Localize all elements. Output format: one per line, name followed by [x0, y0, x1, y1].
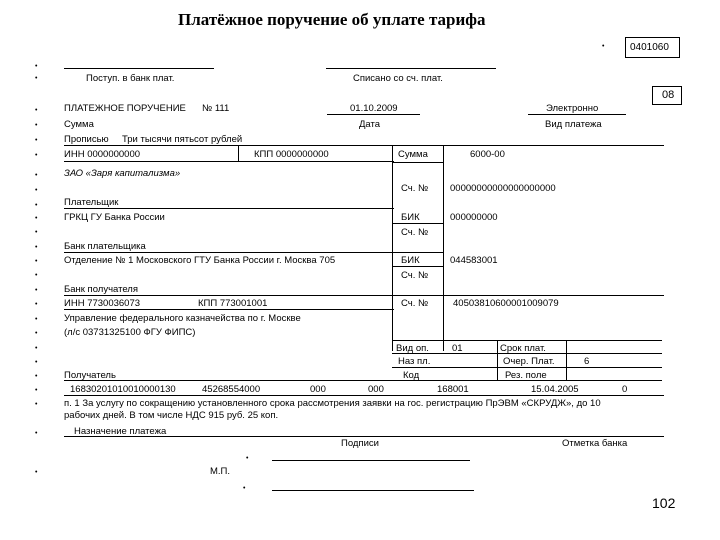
payer-corr-label: Сч. № [401, 227, 429, 238]
bullet: • [243, 485, 246, 492]
op-row-line-3 [392, 380, 662, 381]
date-line [327, 114, 420, 115]
payee-bank-name: Отделение № 1 Московского ГТУ Банка России г. Москва 705 [64, 255, 336, 266]
payer-bank-name: ГРКЦ ГУ Банка России [64, 212, 165, 223]
payment-type-line [528, 114, 626, 115]
payee-account-value: 40503810600001009079 [453, 298, 559, 309]
stamp-label: М.П. [210, 466, 231, 477]
date-label: Дата [359, 119, 381, 130]
payer-bik-label: БИК [401, 212, 420, 223]
op-reserve-label: Рез. поле [505, 370, 547, 381]
op-row-line-1 [392, 353, 662, 354]
inn-kpp-divider [238, 145, 239, 161]
payer-label: Плательщик [64, 197, 119, 208]
op-queue-value: 6 [584, 356, 590, 367]
code-date: 15.04.2005 [531, 384, 579, 395]
col-divider-2 [443, 145, 444, 351]
payee-label: Получатель [64, 370, 116, 381]
order-number: № 111 [202, 103, 230, 114]
signature-line-2 [272, 490, 474, 491]
payee-personal-account: (л/с 03731325100 ФГУ ФИПС) [64, 327, 196, 338]
purpose-label: Назначение платежа [74, 426, 167, 437]
signatures-label: Подписи [341, 438, 379, 449]
payee-bik-line [392, 266, 444, 267]
codes-bottom-line [64, 395, 664, 396]
sum-value: 6000-00 [470, 149, 505, 160]
code-c4: 0 [622, 384, 628, 395]
page-title: Платёжное поручение об уплате тарифа [178, 10, 486, 29]
received-label: Поступ. в банк плат. [86, 73, 175, 84]
form-code: 0401060 [630, 42, 669, 53]
payee-bank-label: Банк получателя [64, 284, 138, 295]
payee-kpp: КПП 773001001 [198, 298, 268, 309]
payer-bank-label: Банк плательщика [64, 241, 146, 252]
table-top-line [64, 145, 664, 146]
signature-line-1 [272, 460, 470, 461]
payment-type-label: Вид платежа [545, 119, 602, 130]
purpose-bottom-line [64, 436, 664, 437]
payer-account-label: Сч. № [401, 183, 429, 194]
op-type-label: Вид оп. [396, 343, 429, 354]
received-line [64, 68, 214, 69]
op-code-label: Код [403, 370, 420, 381]
bullet: • [246, 455, 249, 462]
op-purpose-label: Наз пл. [398, 356, 431, 367]
amount-label: Сумма [64, 119, 94, 130]
payee-inn: ИНН 7730036073 [64, 298, 141, 309]
op-top-line [392, 340, 662, 341]
payee-bottom-line [64, 380, 394, 381]
payment-type-value: Электронно [546, 103, 599, 114]
order-date: 01.10.2009 [350, 103, 398, 114]
op-type-value: 01 [452, 343, 463, 354]
payer-bik-value: 000000000 [450, 212, 498, 223]
col-divider-1 [392, 145, 393, 351]
sum-label: Сумма [398, 149, 428, 160]
code-kbk: 16830201010010000130 [70, 384, 176, 395]
status-code: 08 [662, 89, 675, 101]
payer-bank-bottom-line [64, 252, 444, 253]
op-divider-2 [566, 340, 567, 380]
purpose-line1: п. 1 За услугу по сокращению установленного срока рассмотрения заявки на гос. регистрацию ПрЭВМ «СКРУДЖ», до 10 [64, 398, 601, 409]
code-c1: 000 [310, 384, 326, 395]
order-name: ПЛАТЕЖНОЕ ПОРУЧЕНИЕ [64, 103, 186, 114]
payee-bank-bottom-line [64, 295, 664, 296]
bank-mark-label: Отметка банка [562, 438, 628, 449]
page-number: 102 [652, 495, 676, 511]
sum-row-line [392, 162, 444, 163]
payer-kpp: КПП 0000000000 [254, 149, 329, 160]
op-queue-label: Очер. Плат. [503, 356, 555, 367]
payer-account-value: 00000000000000000000 [450, 183, 556, 194]
payer-name: ЗАО «Заря капитализма» [64, 168, 181, 179]
debited-line [326, 68, 496, 69]
payee-account-label: Сч. № [401, 298, 429, 309]
payer-bik-line [392, 223, 444, 224]
payee-bik-label: БИК [401, 255, 420, 266]
payee-corr-label: Сч. № [401, 270, 429, 281]
purpose-line2: рабочих дней. В том числе НДС 915 руб. 25 коп. [64, 410, 279, 421]
op-divider [497, 340, 498, 380]
payer-bottom-line [64, 208, 394, 209]
payee-inn-line [64, 309, 394, 310]
amount-words-value: Три тысячи пятьсот рублей [122, 134, 243, 145]
payee-name: Управление федерального казначейства по г. Москве [64, 313, 301, 324]
code-c3: 168001 [437, 384, 469, 395]
amount-words-label: Прописью [64, 134, 109, 145]
debited-label: Списано со сч. плат. [353, 73, 443, 84]
op-row-line-2 [392, 367, 662, 368]
op-term-label: Срок плат. [500, 343, 546, 354]
inn-row-line [64, 161, 394, 162]
payer-inn: ИНН 0000000000 [64, 149, 141, 160]
code-c2: 000 [368, 384, 384, 395]
code-okato: 45268554000 [202, 384, 261, 395]
payee-bik-value: 044583001 [450, 255, 498, 266]
bullet: • [602, 43, 605, 50]
